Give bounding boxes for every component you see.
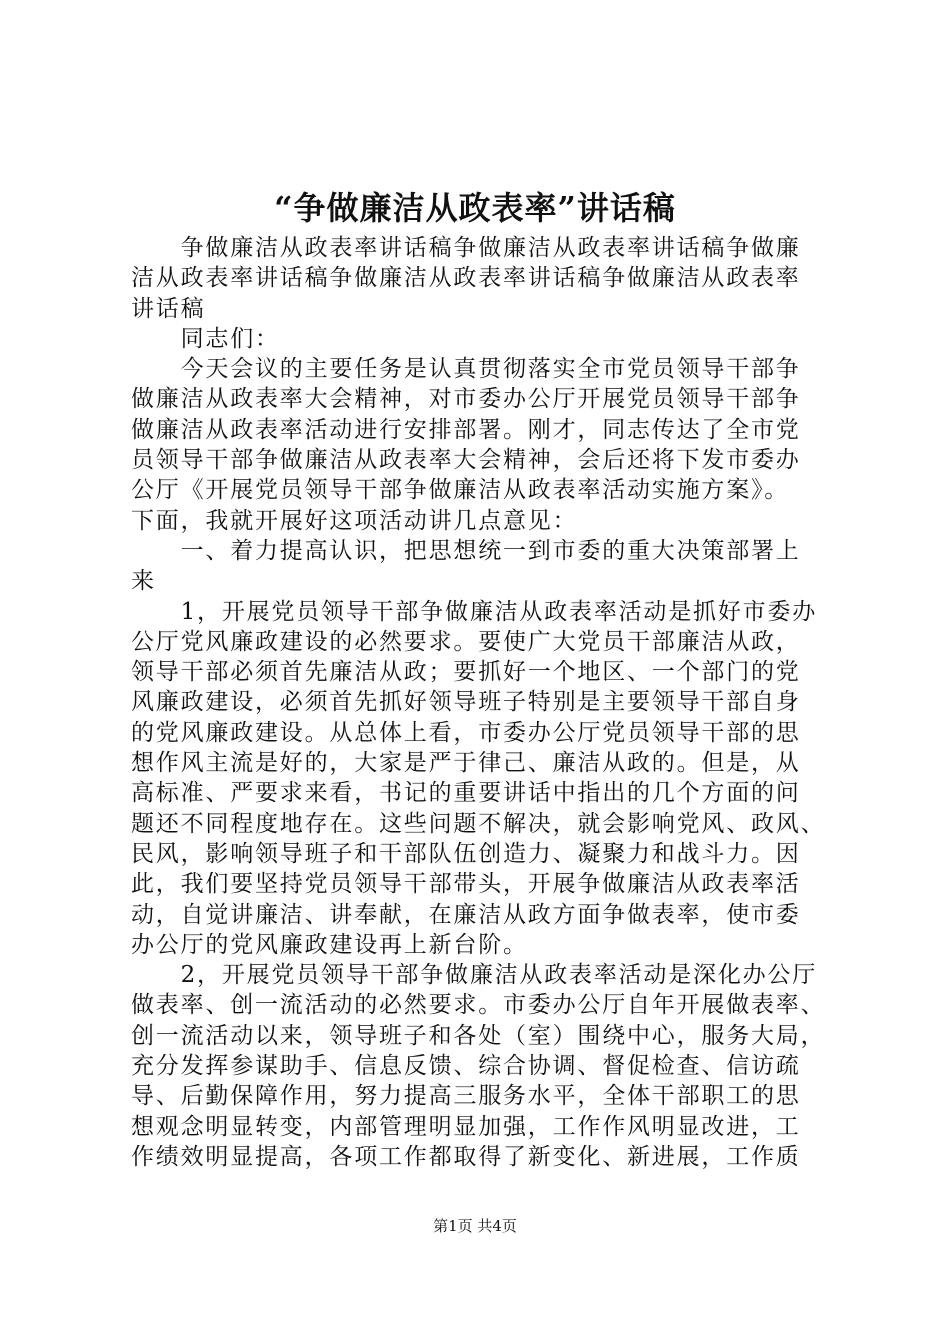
text-line: 创一流活动以来，领导班子和各处（室）围绕中心，服务大局， bbox=[131, 1022, 826, 1049]
text-line: 作绩效明显提高，各项工作都取得了新变化、新进展，工作质 bbox=[131, 1143, 801, 1170]
document-title: “争做廉洁从政表率”讲话稿 bbox=[274, 189, 676, 227]
text-line: 做表率、创一流活动的必然要求。市委办公厅自年开展做表率、 bbox=[131, 992, 826, 1019]
text-line: 题还不同程度地存在。这些问题不解决，就会影响党风、政风、 bbox=[131, 810, 826, 837]
text-line: 办公厅的党风廉政建设再上新台阶。 bbox=[131, 931, 528, 958]
text-line: 高标准、严要求来看，书记的重要讲话中指出的几个方面的问 bbox=[131, 780, 801, 807]
text-line: 充分发挥参谋助手、信息反馈、综合协调、督促检查、信访疏 bbox=[131, 1053, 801, 1080]
text-line: 做廉洁从政表率大会精神，对市委办公厅开展党员领导干部争 bbox=[131, 386, 801, 413]
text-line: 想观念明显转变，内部管理明显加强，工作作风明显改进，工 bbox=[131, 1113, 801, 1140]
text-line: 导、后勤保障作用，努力提高三服务水平，全体干部职工的思 bbox=[131, 1083, 801, 1110]
text-line: 员领导干部争做廉洁从政表率大会精神，会后还将下发市委办 bbox=[131, 447, 801, 474]
text-line: 洁从政表率讲话稿争做廉洁从政表率讲话稿争做廉洁从政表率 bbox=[131, 265, 801, 292]
text-line: 民风，影响领导班子和干部队伍创造力、凝聚力和战斗力。因 bbox=[131, 840, 801, 867]
text-line: 做廉洁从政表率活动进行安排部署。刚才，同志传达了全市党 bbox=[131, 416, 801, 443]
document-body bbox=[131, 233, 837, 1172]
text-line: 争做廉洁从政表率讲话稿争做廉洁从政表率讲话稿争做廉 bbox=[131, 235, 801, 261]
text-line: 风廉政建设，必须首先抓好领导班子特别是主要领导干部自身 bbox=[131, 689, 801, 716]
text-line: 同志们： bbox=[131, 325, 280, 352]
text-line: 的党风廉政建设。从总体上看，市委办公厅党员领导干部的思 bbox=[131, 719, 801, 746]
text-line: 领导干部必须首先廉洁从政；要抓好一个地区、一个部门的党 bbox=[131, 659, 801, 686]
text-line: 想作风主流是好的，大家是严于律己、廉洁从政的。但是，从 bbox=[131, 750, 801, 777]
text-line: 来 bbox=[131, 568, 156, 595]
text-line: 讲话稿 bbox=[131, 295, 206, 322]
text-line: 今天会议的主要任务是认真贯彻落实全市党员领导干部争 bbox=[131, 356, 801, 383]
text-line: 公厅党风廉政建设的必然要求。要使广大党员干部廉洁从政， bbox=[131, 628, 801, 655]
text-line: 下面，我就开展好这项活动讲几点意见： bbox=[131, 507, 578, 534]
text-line: 一、着力提高认识，把思想统一到市委的重大决策部署上 bbox=[131, 537, 801, 564]
text-line: 公厅《开展党员领导干部争做廉洁从政表率活动实施方案》。 bbox=[131, 477, 790, 504]
text-line: 动，自觉讲廉洁、讲奉献，在廉洁从政方面争做表率，使市委 bbox=[131, 901, 801, 928]
text-line: 2，开展党员领导干部争做廉洁从政表率活动是深化办公厅 bbox=[131, 962, 818, 989]
text-line: 1，开展党员领导干部争做廉洁从政表率活动是抓好市委办 bbox=[131, 598, 818, 625]
text-line: 此，我们要坚持党员领导干部带头，开展争做廉洁从政表率活 bbox=[131, 871, 801, 898]
page-footer: 第1页 共4页 bbox=[433, 1217, 517, 1235]
